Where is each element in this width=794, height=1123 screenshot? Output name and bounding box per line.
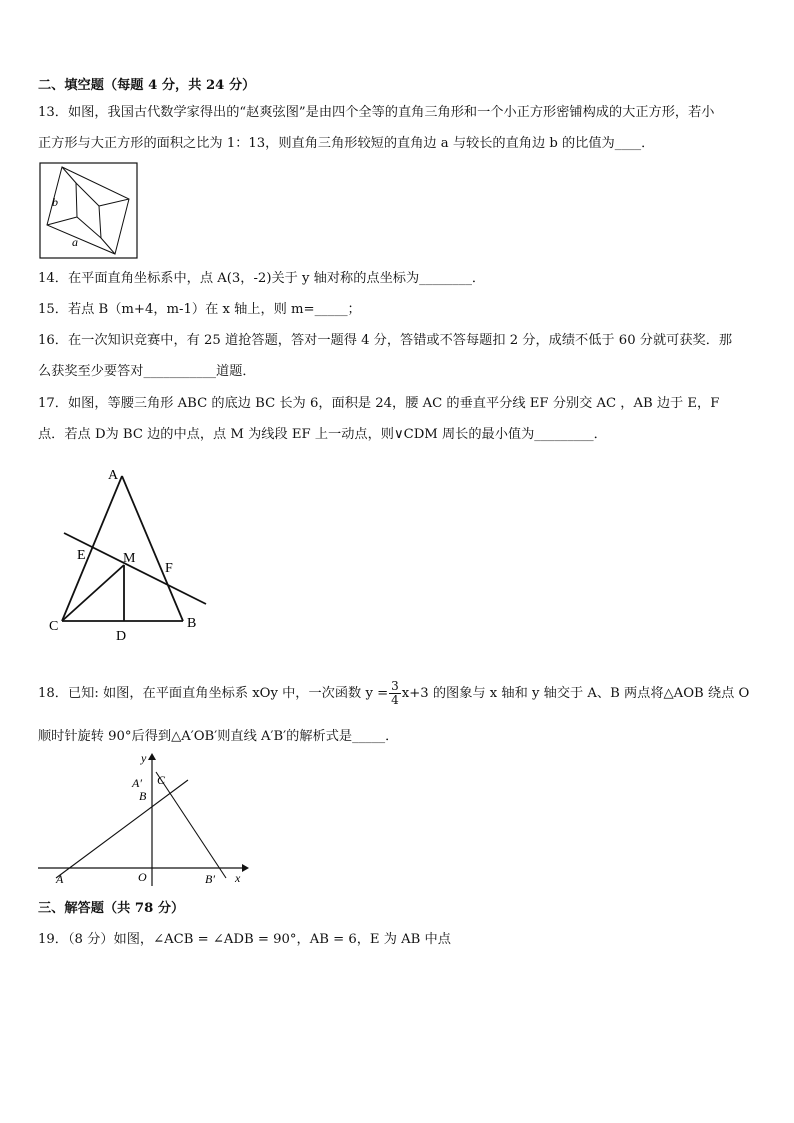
question-13-line-2: 正方形与大正方形的面积之比为 1：13，则直角三角形较短的直角边 a 与较长的直角边 b 的比值为____． xyxy=(38,136,655,151)
question-18-line-1 xyxy=(38,680,756,707)
section-title-fill-in: 二、填空题（每题 4 分，共 24 分） xyxy=(38,78,256,93)
question-13-line-1: 13．如图，我国古代数学家得出的“赵爽弦图”是由四个全等的直角三角形和一个小正方形密铺构成的大正方形，若小 xyxy=(38,105,715,120)
question-16-line-1: 16．在一次知识竞赛中，有 25 道抢答题，答对一题得 4 分，答错或不答每题扣 2 分，成绩不低于 60 分就可获奖．那 xyxy=(38,333,733,348)
label-C: C xyxy=(157,773,166,787)
label-B-prime: B′ xyxy=(205,872,215,886)
coordinate-plane-figure xyxy=(36,752,252,888)
section-title-problems: 三、解答题（共 78 分） xyxy=(38,901,185,916)
fraction-three-quarters xyxy=(389,680,401,707)
label-B: B xyxy=(187,616,197,631)
label-E: E xyxy=(77,548,86,563)
axis-label-y: y xyxy=(141,752,147,765)
label-D: D xyxy=(116,629,127,644)
label-A-prime: A′ xyxy=(132,776,142,790)
isosceles-triangle-figure xyxy=(40,462,220,647)
label-A: A xyxy=(108,468,119,483)
question-15: 15．若点 B（m+4，m-1）在 x 轴上，则 m=_____； xyxy=(38,302,361,317)
label-C: C xyxy=(49,619,59,634)
question-18-text-b: x+3 的图象与 x 轴和 y 轴交于 A、B 两点将△AOB 绕点 O xyxy=(401,686,750,701)
question-18-text-a: 18．已知: 如图，在平面直角坐标系 xOy 中，一次函数 y = xyxy=(38,686,389,701)
label-a: a xyxy=(72,235,78,249)
question-17-line-2: 点．若点 D为 BC 边的中点，点 M 为线段 EF 上一动点，则∨CDM 周长的最小值为_________． xyxy=(38,427,607,442)
label-B: B xyxy=(139,789,147,803)
zhao-shuang-chord-diagram xyxy=(39,162,139,259)
label-A: A xyxy=(56,872,64,886)
axis-label-x: x xyxy=(235,871,241,885)
label-M: M xyxy=(123,551,136,566)
question-18-line-2: 顺时针旋转 90°后得到△A′OB′则直线 A′B′的解析式是_____． xyxy=(38,729,399,744)
label-b: b xyxy=(52,195,58,209)
question-14: 14．在平面直角坐标系中，点 A(3，-2)关于 y 轴对称的点坐标为________． xyxy=(38,271,486,286)
question-19: 19．（8 分）如图，∠ACB = ∠ADB = 90°，AB = 6，E 为 AB 中点 xyxy=(38,932,451,947)
question-16-line-2: 么获奖至少要答对___________道题． xyxy=(38,364,256,379)
question-17-line-1: 17．如图，等腰三角形 ABC 的底边 BC 长为 6，面积是 24，腰 AC 的垂直平分线 EF 分别交 AC ，AB 边于 E，F xyxy=(38,396,720,411)
fraction-numerator: 3 xyxy=(391,679,399,693)
fraction-denominator: 4 xyxy=(391,693,399,707)
label-O: O xyxy=(138,870,147,884)
label-F: F xyxy=(165,561,173,576)
